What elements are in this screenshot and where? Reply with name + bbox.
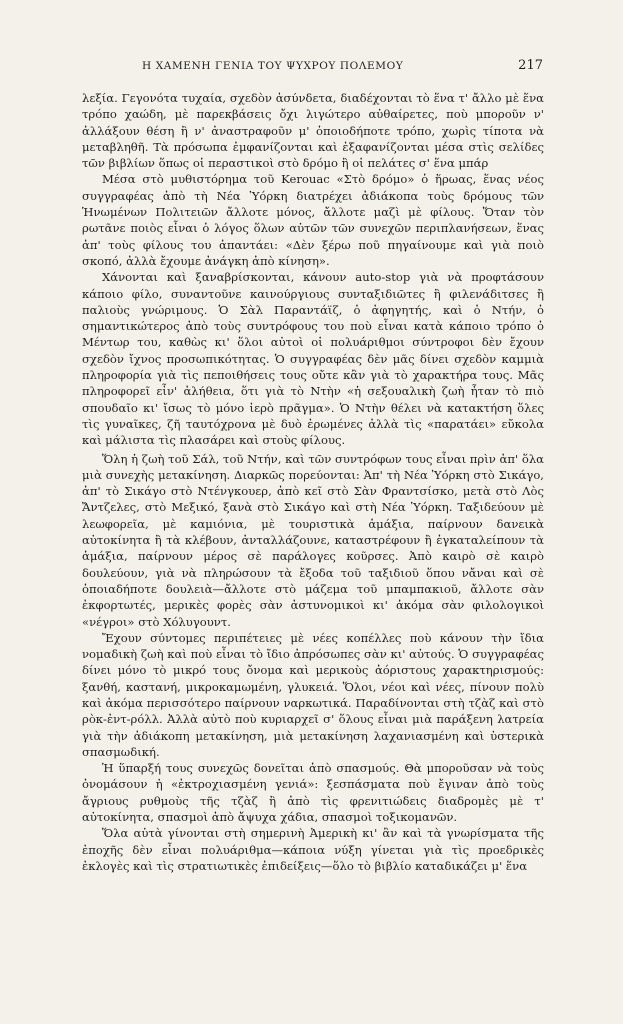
paragraph: Ἡ ὕπαρξή τους συνεχῶς δονεῖται ἀπὸ σπασμούς. Θὰ μποροῦσαν νὰ τοὺς ὀνομάσουν ἡ «ἐκτροχιασμένη γενιά»: ξεσπάσματα ποὺ ἔγιναν ἀπὸ τοὺς ἄγριους ρυθμοὺς τῆς τζὰζ ἢ ἀπὸ τὶς φρενιτιώδεις διαδρομὲς μὲ τ' αὐτοκίνητα, σπασμοὶ ἀπὸ ἄψυχα χάδια, σπασμοὶ τοξικομανῶν. <box>82 761 544 825</box>
paragraph: Μέσα στὸ μυθιστόρημα τοῦ Kerouac «Στὸ δρόμο» ὁ ἥρωας, ἕνας νέος συγγραφέας ἀπὸ τὴ Νέα Ὑόρκη διατρέχει ἀδιάκοπα τοὺς δρόμους τῶν Ἡνωμένων Πολιτειῶν ἄλλοτε μόνος, ἄλλοτε μαζὶ μὲ φίλους. Ὅταν τὸν ρωτᾶνε ποιὸς εἶναι ὁ λόγος ὅλων αὐτῶν τῶν συνεχῶν περιπλανήσεων, ἕνας ἀπ' τοὺς φίλους του ἀπαντάει: «Δὲν ξέρω ποῦ πηγαίνουμε καὶ γιὰ ποιὸ σκοπό, ἀλλὰ ἔχουμε ἀνάγκη ἀπὸ κίνηση». <box>82 172 544 268</box>
paragraph: Ὅλα αὐτὰ γίνονται στὴ σημερινὴ Ἀμερικὴ κι' ἂν καὶ τὰ γνωρίσματα τῆς ἐποχῆς δὲν εἶναι πολυάριθμα—κάποια νύξη γίνεται γιὰ τὶς προεδρικὲς ἐκλογὲς καὶ τὶς στρατιωτικὲς ἐπιδείξεις—ὅλο τὸ βιβλίο καταδικάζει μ' ἕνα <box>82 826 544 873</box>
paragraph: Ὅλη ἡ ζωὴ τοῦ Σάλ, τοῦ Ντήν, καὶ τῶν συντρόφων τους εἶναι πρὶν ἀπ' ὅλα μιὰ συνεχὴς μετακίνηση. Διαρκῶς πορεύονται: Ἀπ' τὴ Νέα Ὑόρκη στὸ Σικάγο, ἀπ' τὸ Σικάγο στὸ Ντένγκουερ, ἀπὸ κεῖ στὸ Σὰν Φραντσίσκο, μετὰ στὸ Λὸς Ἄντζελες, στὸ Μεξικό, ξανὰ στὸ Σικάγο καὶ στὴ Νέα Ὑόρκη. Ταξιδεύουν μὲ λεωφορεῖα, μὲ καμιόνια, μὲ τουριστικὰ ἁμάξια, παίρνουν δανεικὰ αὐτοκίνητα ἢ τὰ κλέβουν, ἀνταλλάζουνε, καταστρέφουν ἢ ἐγκαταλείπουν τὰ ἁμάξια, παίρνουν μέρος σὲ παράλογες κοῦρσες. Ἀπὸ καιρὸ σὲ καιρὸ δουλεύουν, γιὰ νὰ πληρώσουν τὰ ἔξοδα τοῦ ταξιδιοῦ ὅπου νἄναι καὶ σὲ ὁποιαδήποτε δουλειὰ—ἄλλοτε στὸ μάζεμα τοῦ μπαμπακιοῦ, ἄλλοτε σὰν ἐκφορτωτές, μερικὲς φορὲς σὰν ἀστυνομικοὶ κι' ἀκόμα σὰν φιλολογικοὶ «νέγροι» στὸ Χόλυγουντ. <box>82 451 544 629</box>
paragraph: Ἔχουν σύντομες περιπέτειες μὲ νέες κοπέλλες ποὺ κάνουν τὴν ἴδια νομαδικὴ ζωὴ καὶ ποὺ εἶναι τὸ ἴδιο ἀπρόσωπες σὰν κι' αὐτούς. Ὁ συγγραφέας δίνει μόνο τὸ μικρό τους ὄνομα καὶ μερικοὺς ἀόριστους χαρακτηρισμούς: ξανθή, καστανή, μικροκαμωμένη, γλυκειά. Ὅλοι, νέοι καὶ νέες, πίνουν πολὺ καὶ ἀκόμα περισσότερο παίρνουν ναρκωτικά. Παραδίνονται στὴ τζὰζ καὶ στὸ ρὸκ-ἐντ-ρόλλ. Ἀλλὰ αὐτὸ ποὺ κυριαρχεῖ σ' ὅλους εἶναι μιὰ παράξενη λατρεία γιὰ τὴν ἀδιάκοπη μετακίνηση, μιὰ μετακίνηση λαχανιασμένη καὶ ὑστερικὰ σπασμωδική. <box>82 630 544 759</box>
page-number: 217 <box>518 58 543 73</box>
running-title: Η ΧΑΜΕΝΗ ΓΕΝΙΑ ΤΟΥ ΨΥΧΡΟΥ ΠΟΛΕΜΟΥ <box>142 60 404 72</box>
paragraph: Χάνονται καὶ ξαναβρίσκονται, κάνουν auto-stop γιὰ νὰ προφτάσουν κάποιο φίλο, συναντοῦνε καινούργιους συνταξιδιῶτες ἢ φιλενάδιτσες ἢ παλιοὺς γνώριμους. Ὁ Σὰλ Παραντάϊζ, ὁ ἀφηγητής, καὶ ὁ Ντήν, ὁ σημαντικώτερος ἀπὸ τοὺς συντρόφους του ποὺ εἶναι κατὰ κάποιο τρόπο ὁ Μέντωρ του, καθὼς κι' ὅλοι αὐτοὶ οἱ πολυάριθμοι σύντροφοι δὲν ἔχουν σχεδὸν ἴχνος προσωπικότητας. Ὁ συγγραφέας δὲν μᾶς δίνει σχεδὸν καμμιὰ πληροφορία γιὰ τὶς πεποιθήσεις τους οὔτε κἂν γιὰ τὸ χαρακτήρα τους. Μᾶς πληροφορεῖ εἶν' ἀλήθεια, ὅτι γιὰ τὸ Ντὴν «ἡ σεξουαλικὴ ζωὴ ἦταν τὸ πιὸ σπουδαῖο κι' ἴσως τὸ μόνο ἱερὸ πρᾶγμα». Ὁ Ντὴν θέλει νὰ κατακτήση ὅλες τὶς γυναῖκες, ζῆ ταυτόχρονα μὲ δυὸ ἐρωμένες ἀλλὰ τὶς «παρατάει» εὔκολα καὶ μάλιστα τὶς πλασάρει καὶ στοὺς φίλους. <box>82 270 544 448</box>
paragraph: λεξία. Γεγονότα τυχαία, σχεδὸν ἀσύνδετα, διαδέχονται τὸ ἕνα τ' ἄλλο μὲ ἕνα τρόπο χαώδη, μὲ παρεκβάσεις ὄχι λιγώτερο αὐθαίρετες, ποὺ μποροῦν ν' ἀλλάξουν θέση ἢ ν' ἀναστραφοῦν μ' ὁποιοδήποτε τρόπο, χωρὶς τίποτα νὰ μεταβληθῆ. Τὰ πρόσωπα ἐμφανίζονται καὶ ἐξαφανίζονται μέσα στὶς σελίδες τῶν βιβλίων ὅπως οἱ περαστικοὶ στὸ δρόμο ἢ οἱ πελάτες σ' ἕνα μπάρ <box>82 91 544 171</box>
page-header <box>82 60 543 80</box>
body-text <box>82 90 544 874</box>
